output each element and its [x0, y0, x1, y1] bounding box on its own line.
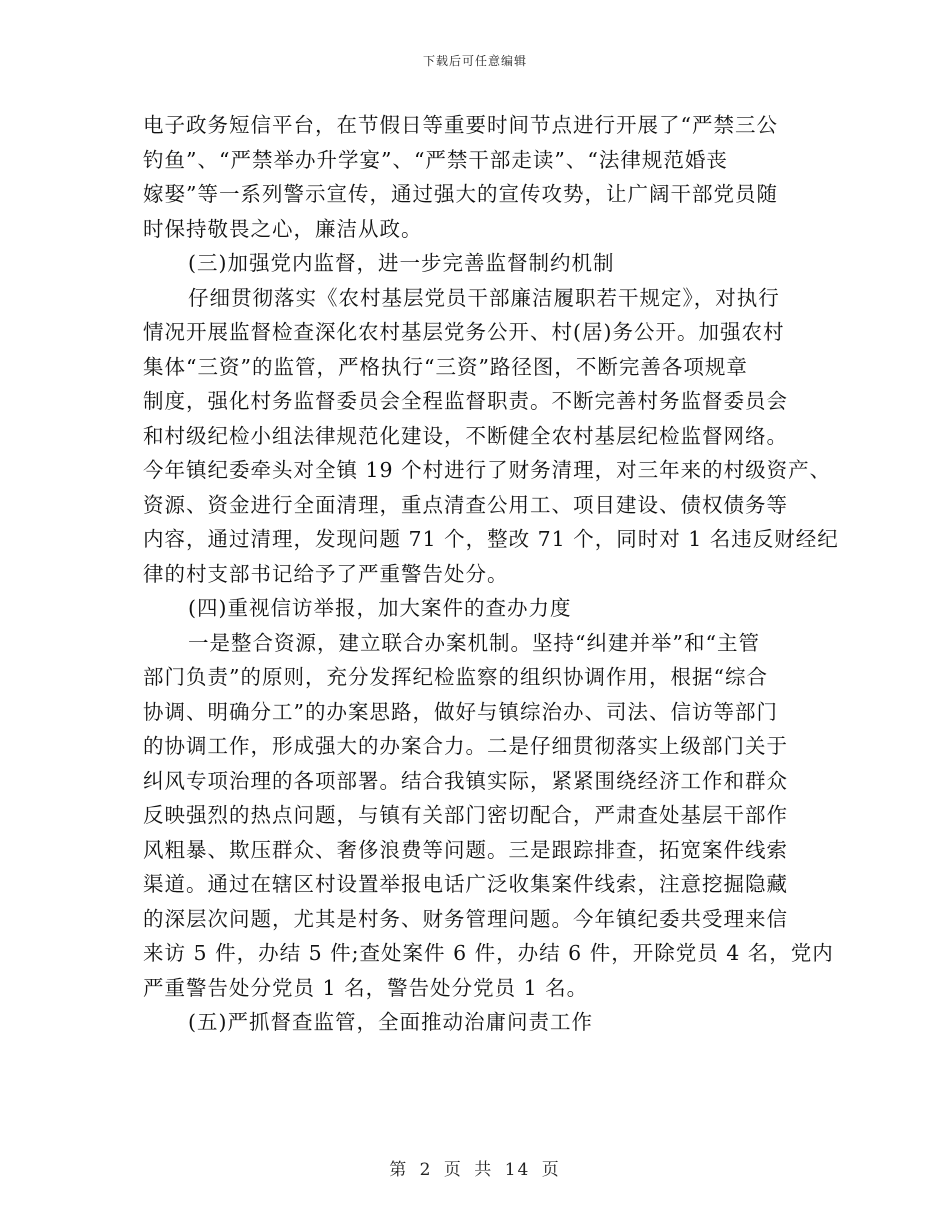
document-body — [143, 108, 839, 1040]
text-line: 和村级纪检小组法律规范化建设，不断健全农村基层纪检监督网络。 — [143, 423, 788, 448]
text-line: 来访 5 件，办结 5 件;查处案件 6 件，办结 6 件，开除党员 4 名，党内 — [143, 941, 834, 965]
text-line: 嫁娶”等一系列警示宣传，通过强大的宣传攻势，让广阔干部党员随 — [143, 182, 778, 206]
text-line: 律的村支部书记给予了严重警告处分。 — [143, 561, 509, 586]
text-line: 集体“三资”的监管，严格执行“三资”路径图，不断完善各项规章 — [143, 354, 748, 379]
text-line: 的深层次问题，尤其是村务、财务管理问题。今年镇纪委共受理来信 — [143, 906, 788, 931]
text-line: 的协调工作，形成强大的办案合力。二是仔细贯彻落实上级部门关于 — [143, 734, 788, 758]
text-line: 内容，通过清理，发现问题 71 个，整改 71 个，同时对 1 名违反财经纪 — [143, 527, 839, 551]
text-line: 制度，强化村务监督委员会全程监督职责。不断完善村务监督委员会 — [143, 389, 788, 413]
text-line: 严重警告处分党员 1 名，警告处分党员 1 名。 — [143, 975, 589, 1000]
text-line: 协调、明确分工”的办案思路，做好与镇综治办、司法、信访等部门 — [143, 699, 778, 724]
section-heading-5: (五)严抓督查监管，全面推动治庸问责工作 — [188, 1010, 593, 1034]
text-line: 时保持敬畏之心，廉洁从政。 — [143, 216, 423, 241]
text-line: 部门负责”的原则，充分发挥纪检监察的组织协调作用，根据“综合 — [143, 665, 768, 689]
text-line: 渠道。通过在辖区村设置举报电话广泛收集案件线索，注意挖掘隐藏 — [143, 872, 788, 896]
text-line: 电子政务短信平台，在节假日等重要时间节点进行开展了“严禁三公 — [143, 113, 778, 137]
section-heading-3: (三)加强党内监督，进一步完善监督制约机制 — [188, 251, 615, 275]
text-line: 风粗暴、欺压群众、奢侈浪费等问题。三是跟踪排查，拓宽案件线索 — [143, 837, 788, 862]
page-number-footer: 第 2 页 共 14 页 — [389, 1160, 561, 1180]
text-line: 资源、资金进行全面清理，重点清查公用工、项目建设、债权债务等 — [143, 492, 788, 517]
text-line: 仔细贯彻落实《农村基层党员干部廉洁履职若干规定》，对执行 — [188, 285, 780, 310]
page-header: 下载后可任意编辑 — [422, 54, 527, 68]
text-line: 情况开展监督检查深化农村基层党务公开、村(居)务公开。加强农村 — [143, 320, 785, 344]
text-line: 一是整合资源，建立联合办案机制。坚持“纠建并举”和“主管 — [188, 630, 760, 655]
text-line: 纠风专项治理的各项部署。结合我镇实际，紧紧围绕经济工作和群众 — [143, 768, 788, 793]
text-line: 今年镇纪委牵头对全镇 19 个村进行了财务清理，对三年来的村级资产、 — [143, 458, 832, 482]
section-heading-4: (四)重视信访举报，加大案件的查办力度 — [188, 596, 572, 620]
text-line: 钓鱼”、“严禁举办升学宴”、“严禁干部走读”、“法律规范婚丧 — [143, 147, 728, 172]
text-line: 反映强烈的热点问题，与镇有关部门密切配合，严肃查处基层干部作 — [143, 803, 788, 827]
